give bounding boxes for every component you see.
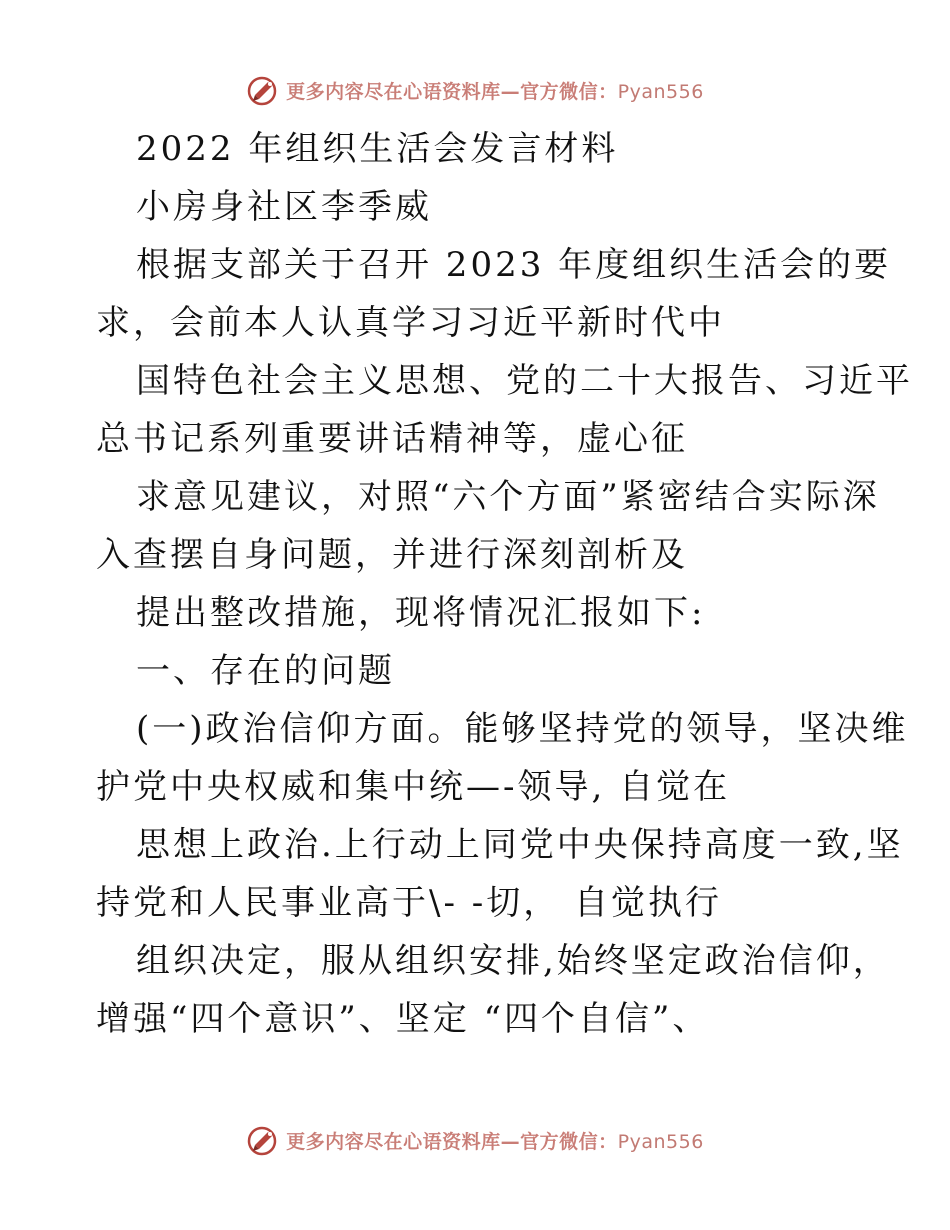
paragraph-line: 持党和人民事业高于\- -切， 自觉执行 bbox=[96, 883, 723, 923]
footer-watermark bbox=[0, 1120, 950, 1160]
paragraph-line: 护党中央权威和集中统—-领导, 自觉在 bbox=[96, 767, 731, 807]
paragraph-line: 国特色社会主义思想、党的二十大报告、习近平 bbox=[136, 361, 913, 401]
paragraph-line: (一)政治信仰方面。能够坚持党的领导，坚决维 bbox=[136, 709, 909, 749]
document-author: 小房身社区李季威 bbox=[136, 187, 432, 227]
paragraph-line: 增强“四个意识”、坚定 “四个自信”、 bbox=[96, 999, 710, 1039]
paragraph-line: 求意见建议，对照“六个方面”紧密结合实际深 bbox=[136, 477, 880, 517]
pen-logo-icon bbox=[246, 1123, 280, 1157]
document-title: 2022 年组织生活会发言材料 bbox=[136, 129, 619, 169]
paragraph-line: 组织决定，服从组织安排,始终坚定政治信仰， bbox=[136, 941, 890, 981]
paragraph-line: 总书记系列重要讲话精神等，虚心征 bbox=[96, 419, 688, 459]
paragraph-line: 求，会前本人认真学习习近平新时代中 bbox=[96, 303, 725, 343]
pen-logo-icon bbox=[246, 73, 280, 107]
paragraph-line: 根据支部关于召开 2023 年度组织生活会的要 bbox=[136, 245, 892, 285]
paragraph-line: 入查摆自身问题，并进行深刻剖析及 bbox=[96, 535, 688, 575]
section-heading: 一、存在的问题 bbox=[136, 651, 395, 691]
watermark-text: 更多内容尽在心语资料库—官方微信：Pyan556 bbox=[286, 80, 704, 103]
watermark-text: 更多内容尽在心语资料库—官方微信：Pyan556 bbox=[286, 1130, 704, 1153]
paragraph-line: 提出整改措施，现将情况汇报如下: bbox=[136, 593, 706, 633]
paragraph-line: 思想上政治.上行动上同党中央保持高度一致,坚 bbox=[136, 825, 904, 865]
header-watermark bbox=[0, 70, 950, 110]
